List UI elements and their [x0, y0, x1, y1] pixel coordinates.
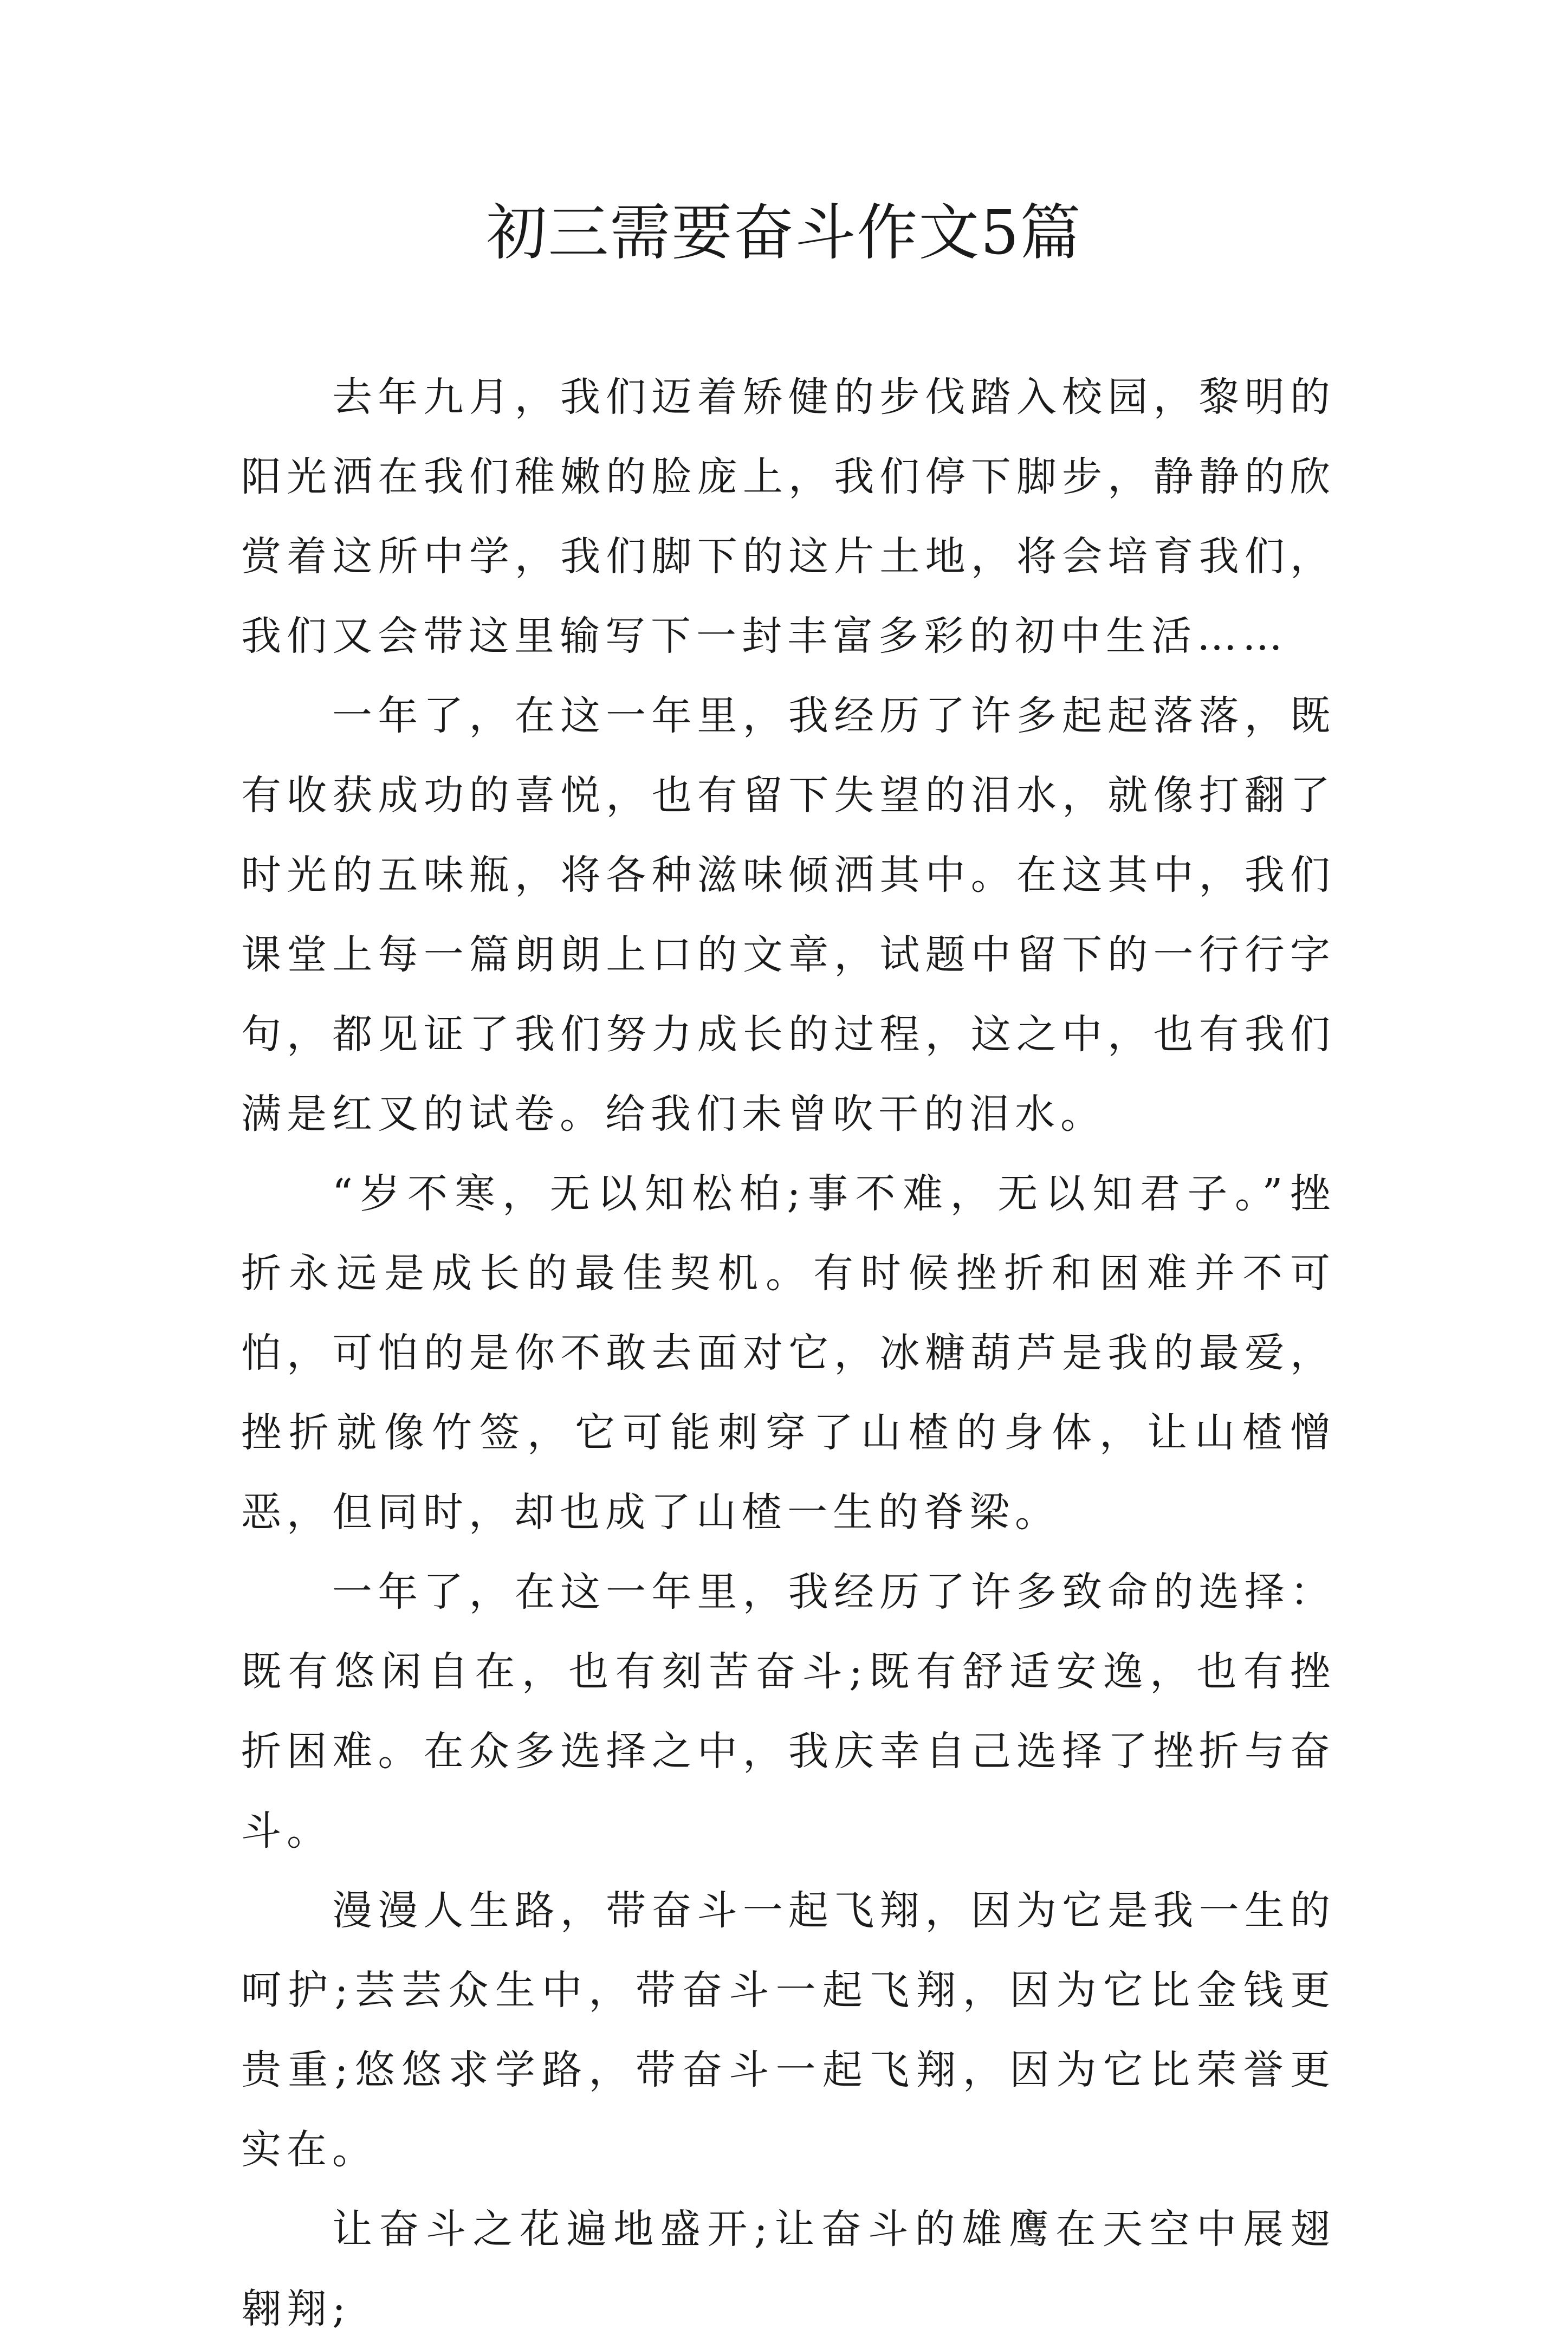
paragraph: 一年了，在这一年里，我经历了许多起起落落，既有收获成功的喜悦，也有留下失望的泪水，就像打翻了时光的五味瓶，将各种滋味倾洒其中。在这其中，我们课堂上每一篇朗朗上口的文章，试题中留下的一行行字句，都见证了我们努力成长的过程，这之中，也有我们满是红叉的试卷。给我们未曾吹干的泪水。: [241, 693, 1336, 1137]
paragraph: 漫漫人生路，带奋斗一起飞翔，因为它是我一生的呵护;芸芸众生中，带奋斗一起飞翔，因为它比金钱更贵重;悠悠求学路，带奋斗一起飞翔，因为它比荣誉更实在。: [241, 1887, 1336, 2173]
paragraph: “岁不寒，无以知松柏;事不难，无以知君子。”挫折永远是成长的最佳契机。有时候挫折和困难并不可怕，可怕的是你不敢去面对它，冰糖葫芦是我的最爱，挫折就像竹签，它可能刺穿了山楂的身体，让山楂憎恶，但同时，却也成了山楂一生的脊梁。: [241, 1170, 1336, 1536]
paragraph: 让奋斗之花遍地盛开;让奋斗的雄鹰在天空中展翅翱翔;: [241, 2206, 1336, 2332]
document-body: [241, 358, 1336, 2349]
paragraph: 去年九月，我们迈着矫健的步伐踏入校园，黎明的阳光洒在我们稚嫩的脸庞上，我们停下脚步，静静的欣赏着这所中学，我们脚下的这片土地，将会培育我们，我们又会带这里输写下一封丰富多彩的初中生活……: [241, 374, 1336, 659]
document-title: 初三需要奋斗作文5篇: [486, 198, 1082, 268]
paragraph: 一年了，在这一年里，我经历了许多致命的选择：既有悠闲自在，也有刻苦奋斗;既有舒适安逸，也有挫折困难。在众多选择之中，我庆幸自己选择了挫折与奋斗。: [241, 1569, 1336, 1854]
